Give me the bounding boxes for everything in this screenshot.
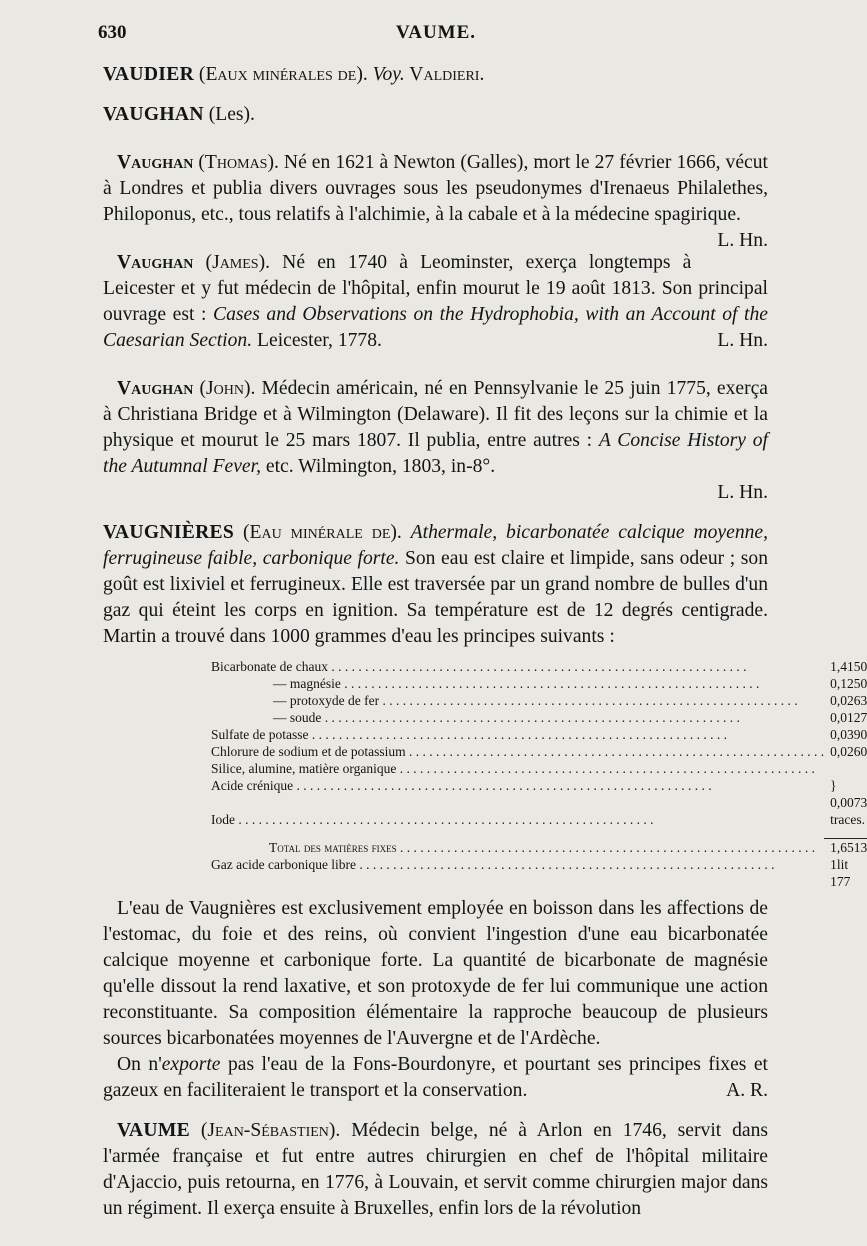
table-row (211, 726, 867, 743)
signature: L. Hn. (717, 230, 768, 251)
row-value: 0,1250 (830, 676, 867, 691)
row-label: Acide crénique (211, 778, 294, 793)
signature: L. Hn. (717, 482, 768, 503)
entry-tail: Leicester, 1778. (252, 330, 382, 351)
table-row (211, 692, 867, 709)
table-row (211, 743, 867, 760)
row-label: — soude (273, 710, 322, 725)
text-span: On n' (117, 1054, 162, 1075)
work-title: A Concise History of the Autumnal Fever, (103, 430, 768, 477)
page-body (103, 62, 867, 1222)
entry-name: (John). (193, 378, 256, 399)
signature: A. R. (726, 1080, 768, 1101)
row-label: Iode (211, 812, 235, 827)
entry-tail: etc. Wilmington, 1803, in-8°. (260, 456, 496, 477)
signature: L. Hn. (717, 330, 768, 351)
entry-text: Médecin belge, né à Arlon en 1746, servit dans l'armée française et fut entre autres chirurgien en chef de l'hôpital militaire d'Ajaccio, puis retourna, en 1776, à Louvain, et servit comme chirurgien major dans un régiment. Il exerça ensuite à Bruxelles, enfin lors de la révolution (103, 1120, 768, 1219)
entry-vaughan-james (103, 250, 768, 354)
row-value: } 0,0073 (830, 778, 867, 810)
row-label: Bicarbonate de chaux (211, 659, 328, 674)
voy-label: Voy. (372, 64, 405, 85)
paragraph-usage: L'eau de Vaugnières est exclusivement employée en boisson dans les affections de l'estomac, du foie et des reins, où convient l'ingestion d'une eau bicarbonatée calcique moyenne et carbonique forte. La quantité de bicarbonate de magnésie qu'elle dissout la rend laxative, et son protoxyde de fer lui communique une action reconstituante. Sa composition élémentaire la rapproche beaucoup de plusieurs sources bicarbonatées moyennes de l'Auvergne et de l'Ardèche. (103, 898, 768, 1049)
entry-vaughan-thomas (103, 150, 768, 251)
entry-qualifier: (Eaux minérales de). (194, 64, 373, 85)
headword: VAUME (117, 1120, 190, 1141)
row-label: Silice, alumine, matière organique (211, 761, 397, 776)
page-number: 630 (98, 22, 127, 43)
running-title: VAUME. (395, 22, 477, 43)
text-span: pas l'eau de la Fons-Bourdonyre, et pourtant ses principes fixes et gazeux en faciliteraient le transport et la conservation. (103, 1054, 768, 1101)
row-label: — protoxyde de fer (273, 693, 380, 708)
table-row (211, 760, 867, 777)
row-value (824, 760, 867, 777)
composition-table (211, 658, 867, 890)
headword: VAUGHAN (103, 104, 204, 125)
entry-vaume (103, 1118, 768, 1222)
cross-reference: Valdieri. (404, 64, 485, 85)
row-value: 1,4150 (830, 659, 867, 674)
entry-text: Médecin américain, né en Pennsylvanie le 25 juin 1775, exerça à Christiana Bridge et à Wilmington (Delaware). Il fit des leçons sur la chimie et la physique et mourut le 25 mars 1807. Il publia, entre autres : (103, 378, 768, 451)
total-label: Total des matières fixes (269, 839, 397, 855)
table-row (211, 777, 867, 811)
entry-name: (Thomas). (193, 152, 279, 173)
table-row (211, 675, 867, 692)
row-value: traces. (830, 812, 865, 827)
headword: Vaughan (117, 252, 194, 273)
headword: Vaughan (117, 152, 194, 173)
row-value: 0,0127 (830, 710, 867, 725)
row-label: — magnésie (273, 676, 341, 691)
row-value: 0,0390 (830, 727, 867, 742)
entry-text: Né en 1740 à Leominster, exerça longtemps à Leicester et y fut médecin de l'hôpital, enfin mourut le 19 août 1813. Son principal ouvrage est : (103, 252, 768, 325)
row-value: 0,0260 (830, 744, 867, 759)
gas-row (211, 856, 867, 890)
entry-name: (Jean-Sébastien). (190, 1120, 341, 1141)
total-row (211, 839, 867, 857)
entry-text: Né en 1621 à Newton (Galles), mort le 27 février 1666, vécut à Londres et publia divers ouvrages sous les pseudonymes d'Irenaeus Philalethes, Philoponus, etc., tous relatifs à l'alchimie, à la cabale et à la médecine spagirique. (103, 152, 768, 225)
row-label: Chlorure de sodium et de potassium (211, 744, 406, 759)
entry-vaugnieres (103, 520, 768, 650)
entry-vaughan-les (103, 102, 768, 128)
work-title: Cases and Observations on the Hydrophobia, with an Account of the Caesarian Section. (103, 304, 768, 351)
row-label: Sulfate de potasse (211, 727, 309, 742)
emphasis: exporte (161, 1054, 221, 1075)
table-row (211, 709, 867, 726)
paragraph-export (103, 1052, 768, 1104)
gas-label: Gaz acide carbonique libre (211, 857, 357, 872)
entry-vaughan-john (103, 376, 768, 480)
table-row (211, 658, 867, 675)
headword: VAUDIER (103, 64, 195, 85)
total-value: 1,6513 (824, 839, 867, 857)
entry-qualifier: (Les). (203, 104, 255, 125)
row-value: 0,0263 (830, 693, 867, 708)
headword: Vaughan (117, 378, 194, 399)
entry-name: (James). (193, 252, 271, 273)
classification: Athermale, bicarbonatée calcique moyenne, ferrugineuse faible, carbonique forte. (103, 522, 769, 569)
gas-value: 1lit 177 (830, 857, 851, 889)
headword: VAUGNIÈRES (103, 522, 235, 543)
entry-text: Son eau est claire et limpide, sans odeur ; son goût est lixiviel et ferrugineux. Elle est traversée par un grand nombre de bulles d'un gaz qui éteint les corps en ignition. Sa température est de 12 degrés centigrade. Martin a trouvé dans 1000 grammes d'eau les principes suivants : (103, 548, 768, 647)
entry-name: (Eau minérale de). (234, 522, 411, 543)
page-header (96, 22, 776, 52)
entry-vaudier (103, 62, 768, 88)
table-row (211, 811, 867, 828)
